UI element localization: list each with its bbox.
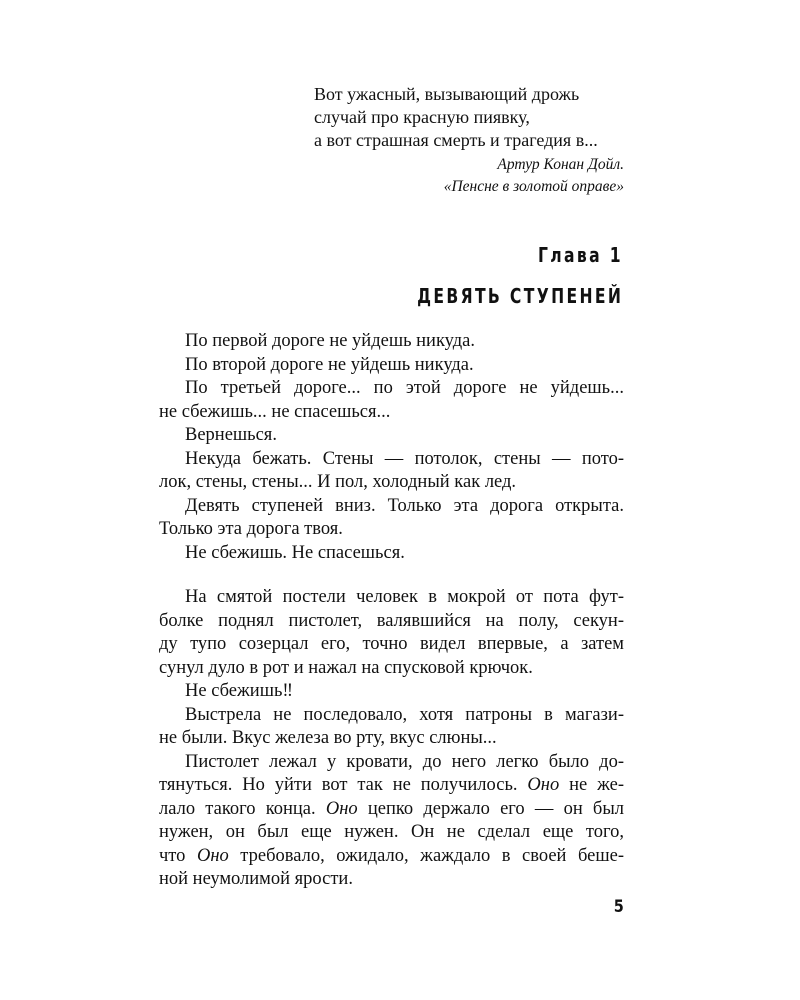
text-line: По третьей дороге... по этой дороге не уйдешь...: [185, 378, 624, 398]
text-line: Не сбежишь. Не спасешься.: [185, 542, 405, 563]
text-line: По первой дороге не уйдешь никуда.: [185, 331, 476, 351]
text-line: Девять ступеней вниз. Только эта дорога открыта.: [185, 495, 624, 516]
text-line: Вернешься.: [185, 425, 277, 445]
text-fragment: лало такого конца.: [159, 798, 316, 819]
italic-word: Оно: [196, 845, 229, 866]
text-line: [159, 774, 624, 798]
italic-word: Оно: [527, 775, 560, 795]
epigraph-line: Вот ужасный, вызывающий дрожь: [314, 84, 580, 104]
text-line: не сбежишь... не спасешься...: [159, 401, 391, 422]
chapter-title: ДЕВЯТЬ СТУПЕНЕЙ: [416, 284, 623, 308]
text-fragment: что: [159, 845, 186, 866]
text-line: Не сбежишь‼: [185, 681, 293, 701]
text-fragment: не же-: [569, 775, 624, 795]
text-line: сунул дуло в рот и нажал на спусковой крючок.: [159, 657, 533, 678]
chapter-label: Глава 1: [538, 243, 623, 267]
text-line: По второй дороге не уйдешь никуда.: [185, 354, 474, 375]
epigraph: [314, 83, 624, 198]
text-line: лок, стены, стены... И пол, холодный как лед.: [159, 472, 517, 492]
text-line: ду тупо созерцал его, точно видел впервые, а затем: [159, 634, 624, 654]
text-line: На смятой постели человек в мокрой от пота фут-: [185, 587, 624, 607]
page-number: 5: [613, 897, 624, 917]
epigraph-line: а вот страшная смерть и трагедия в...: [314, 130, 598, 150]
text-line: [159, 798, 624, 822]
text-line: Некуда бежать. Стены — потолок, стены — пото-: [185, 448, 624, 469]
text-fragment: требовало, ожидало, жаждало в своей беше-: [240, 845, 624, 866]
text-line: не были. Вкус железа во рту, вкус слюны...: [159, 728, 497, 748]
body-section-1: [159, 330, 624, 565]
text-line: Только эта дорога твоя.: [159, 519, 343, 539]
text-line: ной неумолимой ярости.: [159, 869, 353, 889]
italic-word: Оно: [325, 798, 358, 819]
epigraph-source: «Пенсне в золотой оправе»: [443, 178, 624, 195]
epigraph-line: случай про красную пиявку,: [314, 107, 530, 127]
text-line: [159, 845, 624, 869]
text-line: Выстрела не последовало, хотя патроны в магази-: [185, 704, 624, 725]
body-section-2: [159, 586, 624, 892]
text-line: Пистолет лежал у кровати, до него легко было до-: [185, 751, 624, 772]
text-fragment: тянуться. Но уйти вот так не получилось.: [159, 775, 518, 795]
text-line: болке поднял пистолет, валявшийся на полу, секун-: [159, 610, 624, 631]
text-fragment: цепко держало его — он был: [367, 798, 624, 819]
epigraph-author: Артур Конан Дойл.: [497, 156, 624, 173]
text-line: нужен, он был еще нужен. Он не сделал еще того,: [159, 822, 624, 842]
